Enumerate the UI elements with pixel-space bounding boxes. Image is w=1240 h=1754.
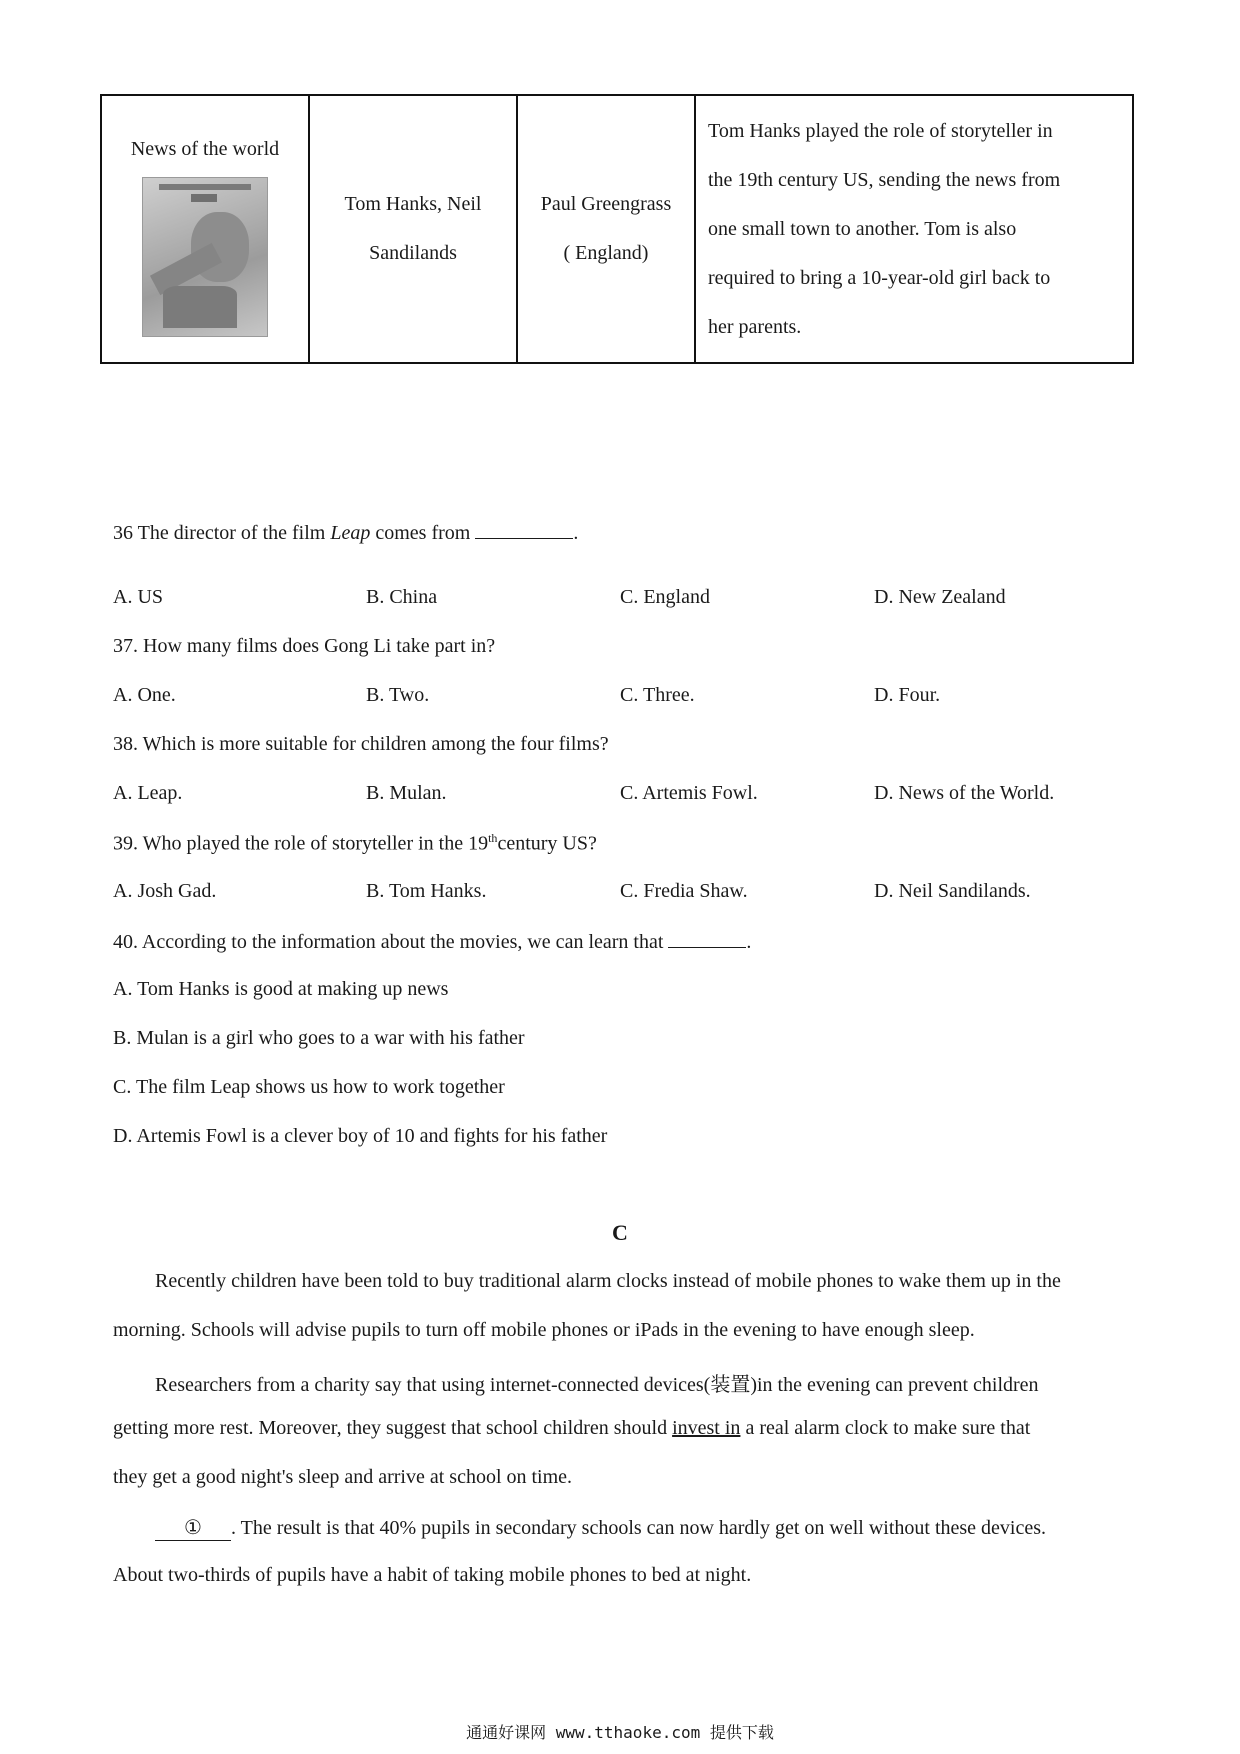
- question-text: century US?: [497, 832, 597, 855]
- superscript: th: [488, 831, 498, 845]
- section-heading: C: [612, 1220, 628, 1245]
- description-line: Tom Hanks played the role of storyteller in: [708, 119, 1053, 142]
- paragraph-line: they get a good night's sleep and arrive at school on time.: [113, 1466, 573, 1488]
- option-c[interactable]: C. Artemis Fowl.: [620, 782, 758, 804]
- paragraph-line: Recently children have been told to buy traditional alarm clocks instead of mobile phones to wake them up in the: [155, 1270, 1061, 1292]
- question-36: [113, 520, 578, 545]
- description-cell: [695, 95, 1133, 363]
- director-country: ( England): [563, 242, 649, 264]
- page-footer: 通通好课网 www.tthaoke.com 提供下载: [466, 1723, 774, 1742]
- actors-cell: [309, 95, 517, 363]
- question-text: 36 The director of the film: [113, 522, 331, 544]
- option-b[interactable]: B. Mulan.: [366, 782, 447, 804]
- paragraph-text: . The result is that 40% pupils in secondary schools can now hardly get on well without these devices.: [231, 1517, 1047, 1539]
- film-title: News of the world: [130, 138, 280, 160]
- paragraph-line: morning. Schools will advise pupils to turn off mobile phones or iPads in the evening to have enough sleep.: [113, 1319, 975, 1341]
- option-b[interactable]: B. Two.: [366, 684, 430, 706]
- option-b[interactable]: B. Mulan is a girl who goes to a war with his father: [113, 1027, 525, 1049]
- question-37: 37. How many films does Gong Li take part in?: [113, 635, 496, 657]
- paragraph-line: [155, 1515, 1046, 1541]
- question-end: .: [573, 522, 579, 544]
- answer-blank-1[interactable]: ①: [155, 1515, 231, 1541]
- paragraph-line: [113, 1417, 1030, 1440]
- director-cell: [517, 95, 695, 363]
- option-d[interactable]: D. News of the World.: [874, 782, 1055, 804]
- option-c[interactable]: C. Three.: [620, 684, 695, 706]
- question-40: [113, 929, 751, 954]
- film-name-italic: Leap: [330, 522, 371, 544]
- question-text: 40. According to the information about the movies, we can learn that: [113, 931, 664, 953]
- option-a[interactable]: A. Leap.: [113, 782, 183, 804]
- description-line: the 19th century US, sending the news from: [708, 168, 1061, 191]
- paragraph-line: About two-thirds of pupils have a habit of taking mobile phones to bed at night.: [113, 1564, 752, 1586]
- underlined-phrase: invest in: [672, 1417, 741, 1439]
- option-a[interactable]: A. Tom Hanks is good at making up news: [113, 978, 449, 1000]
- option-c[interactable]: C. England: [620, 586, 710, 608]
- answer-blank[interactable]: [668, 929, 746, 948]
- option-a[interactable]: A. Josh Gad.: [113, 880, 217, 902]
- option-b[interactable]: B. China: [366, 586, 438, 608]
- option-d[interactable]: D. Four.: [874, 684, 941, 706]
- question-end: .: [746, 931, 752, 953]
- question-text: comes from: [370, 522, 471, 544]
- description-line: one small town to another. Tom is also: [708, 217, 1017, 240]
- option-a[interactable]: A. US: [113, 586, 164, 608]
- table-row: [101, 95, 1133, 363]
- director-name: Paul Greengrass: [540, 193, 672, 215]
- paragraph-text: a real alarm clock to make sure that: [740, 1417, 1031, 1439]
- question-38: 38. Which is more suitable for children among the four films?: [113, 733, 609, 755]
- option-b[interactable]: B. Tom Hanks.: [366, 880, 487, 902]
- film-cell: [101, 95, 309, 363]
- paragraph-line: Researchers from a charity say that using internet-connected devices(装置)in the evening can prevent children: [155, 1374, 1039, 1396]
- paragraph-text: getting more rest. Moreover, they suggest that school children should: [113, 1417, 673, 1439]
- option-c[interactable]: C. The film Leap shows us how to work together: [113, 1076, 505, 1098]
- option-d[interactable]: D. Neil Sandilands.: [874, 880, 1031, 902]
- option-c[interactable]: C. Fredia Shaw.: [620, 880, 748, 902]
- option-a[interactable]: A. One.: [113, 684, 176, 706]
- option-d[interactable]: D. New Zealand: [874, 586, 1006, 608]
- film-table: [100, 94, 1134, 364]
- question-text: 39. Who played the role of storyteller in the 19: [113, 832, 489, 855]
- description-line: her parents.: [708, 315, 802, 338]
- film-poster-image: [142, 177, 268, 337]
- question-39: [113, 831, 597, 856]
- answer-blank[interactable]: [475, 520, 573, 539]
- actors-text: Tom Hanks, Neil Sandilands: [344, 193, 482, 264]
- option-d[interactable]: D. Artemis Fowl is a clever boy of 10 and fights for his father: [113, 1125, 608, 1147]
- description-line: required to bring a 10-year-old girl back to: [708, 266, 1051, 289]
